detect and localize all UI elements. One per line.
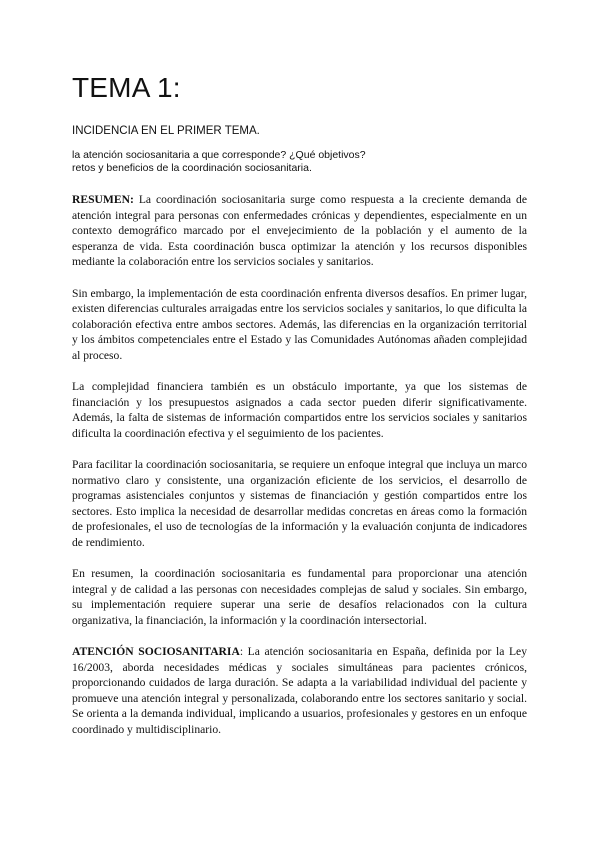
paragraph-text: : La atención sociosanitaria en España, definida por la Ley 16/2003, aborda necesidades médicas y sociales simultáneas para pacientes crónicos, proporcionando cuidados de larga duración. Se adapta a la variabilidad individual del paciente y promueve una atención integral y personalizada, colaborando entre los sectores sanitario y social. Se orienta a la demanda individual, implicando a usuarios, profesionales y gestores en un enfoque coordinado y multidisciplinario.: [72, 645, 527, 736]
paragraph-lead: ATENCIÓN SOCIOSANITARIA: [72, 645, 240, 658]
question-line: la atención sociosanitaria a que corresponde? ¿Qué objetivos?: [72, 149, 366, 161]
guiding-questions: [72, 149, 366, 175]
paragraph-conclusion: [72, 566, 527, 628]
paragraph-text: La complejidad financiera también es un obstáculo importante, ya que los sistemas de financiación y los presupuestos asignados a cada sector pueden diferir significativamente. Además, la falta de sistemas de información compartidos entre los servicios sociales y sanitarios dificulta la coordinación efectiva y el seguimiento de los pacientes.: [72, 380, 527, 440]
paragraph-text: Para facilitar la coordinación sociosanitaria, se requiere un enfoque integral que incluya un marco normativo claro y consistente, una organización eficiente de los servicios, el desarrollo de programas asistenciales conjuntos y sistemas de financiación y gestión compartidos entre los sectores. Esto implica la necesidad de desarrollar medidas concretas en áreas como la formación de profesionales, el uso de tecnologías de la información y la evaluación conjunta de indicadores de rendimiento.: [72, 458, 527, 549]
body-text: [72, 192, 527, 753]
paragraph-approach: [72, 457, 527, 550]
paragraph-resumen: [72, 192, 527, 270]
subtitle: INCIDENCIA EN EL PRIMER TEMA.: [72, 125, 260, 137]
paragraph-challenges: [72, 286, 527, 364]
paragraph-text: Sin embargo, la implementación de esta coordinación enfrenta diversos desafíos. En primer lugar, existen diferencias culturales arraigadas entre los servicios sociales y sanitarios, lo que dificulta la colaboración efectiva entre ambos sectores. Además, las diferencias en la organización territorial y los ámbitos competenciales entre el Estado y las Comunidades Autónomas añaden complejidad al proceso.: [72, 286, 527, 362]
paragraph-financial: [72, 379, 527, 441]
question-line: retos y beneficios de la coordinación sociosanitaria.: [72, 162, 312, 174]
paragraph-text: En resumen, la coordinación sociosanitaria es fundamental para proporcionar una atención integral y de calidad a las personas con necesidades complejas de salud y sociales. Sin embargo, su implementación requiere superar una serie de desafíos relacionados con la cultura organizativa, la financiación, la información y la coordinación intersectorial.: [72, 567, 527, 627]
paragraph-text: La coordinación sociosanitaria surge como respuesta a la creciente demanda de atención integral para personas con enfermedades crónicas y dependientes, especialmente en un contexto demográfico marcado por el envejecimiento de la población y el aumento de la esperanza de vida. Esta coordinación busca optimizar la atención y los recursos disponibles mediante la colaboración entre los servicios sociales y sanitarios.: [72, 193, 527, 268]
paragraph-atencion: [72, 644, 527, 737]
paragraph-lead: RESUMEN:: [72, 193, 134, 206]
page-title: TEMA 1:: [72, 72, 181, 103]
